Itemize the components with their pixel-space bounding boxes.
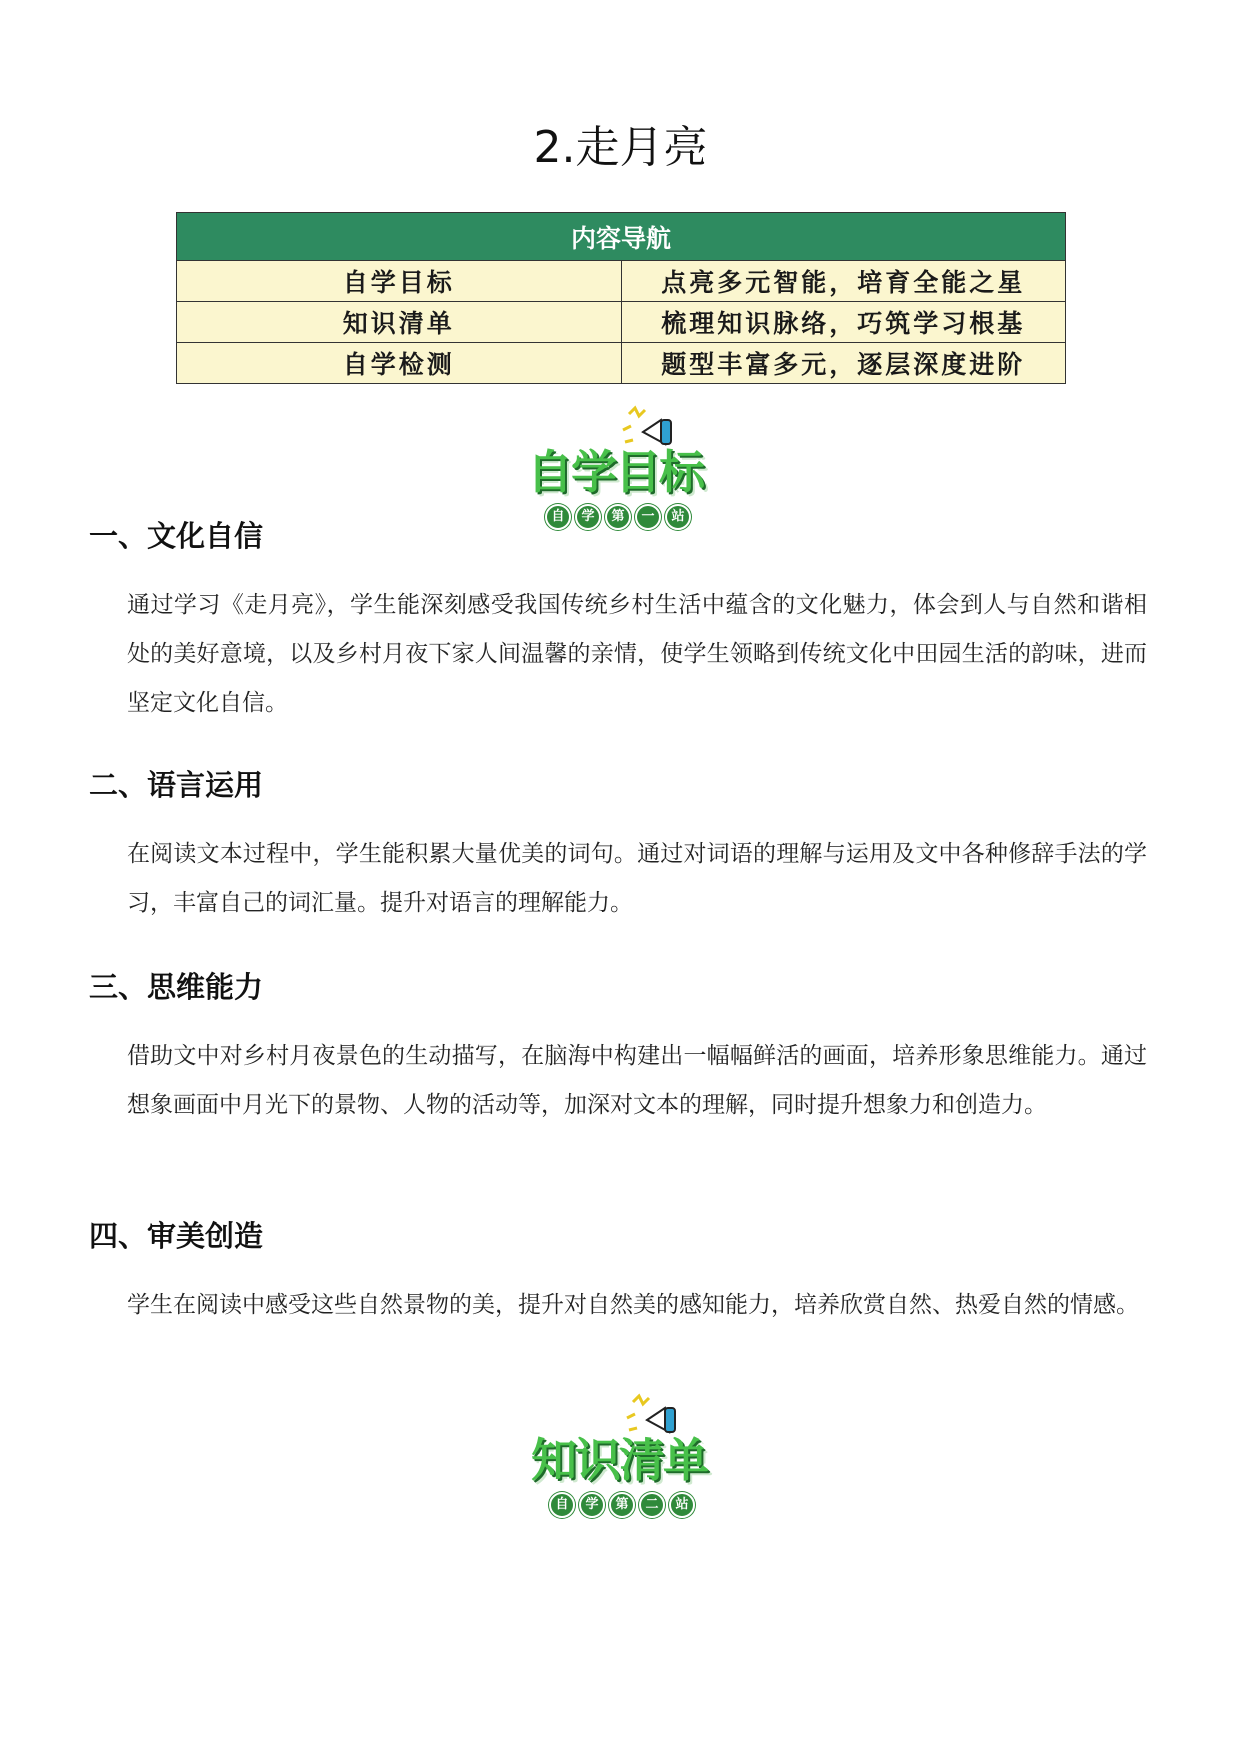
badge-title: 知识清单	[531, 1433, 707, 1487]
badge-sub-char: 自	[545, 504, 571, 530]
section-heading: 二、语言运用	[89, 768, 264, 802]
badge-knowledge-list	[507, 1392, 737, 1527]
section-paragraph: 在阅读文本过程中，学生能积累大量优美的词句。通过对词语的理解与运用及文中各种修辞手法的学习，丰富自己的词汇量。提升对语言的理解能力。	[127, 841, 1147, 916]
nav-header: 内容导航	[177, 213, 1066, 261]
badge-sub-char: 站	[669, 1492, 695, 1518]
table-row	[177, 343, 1066, 384]
nav-row-name: 知识清单	[177, 302, 622, 343]
nav-row-desc: 题型丰富多元，逐层深度进阶	[621, 343, 1066, 384]
nav-row-desc: 点亮多元智能，培育全能之星	[621, 261, 1066, 302]
badge-sub-char: 学	[575, 504, 601, 530]
badge-sub-char: 二	[639, 1492, 665, 1518]
badge-sub-char: 第	[609, 1492, 635, 1518]
nav-row-desc: 梳理知识脉络，巧筑学习根基	[621, 302, 1066, 343]
badge-subtitle	[507, 1492, 737, 1518]
badge-self-study-goals	[503, 404, 733, 539]
section-paragraph: 学生在阅读中感受这些自然景物的美，提升对自然美的感知能力，培养欣赏自然、热爱自然的情感。	[127, 1292, 1139, 1318]
nav-row-name: 自学目标	[177, 261, 622, 302]
content-nav-table	[176, 212, 1066, 384]
badge-subtitle	[503, 504, 733, 530]
section-heading: 三、思维能力	[89, 970, 264, 1004]
nav-row-name: 自学检测	[177, 343, 622, 384]
section-paragraph: 借助文中对乡村月夜景色的生动描写，在脑海中构建出一幅幅鲜活的画面，培养形象思维能力。通过想象画面中月光下的景物、人物的活动等，加深对文本的理解，同时提升想象力和创造力。	[127, 1043, 1147, 1118]
badge-title: 自学目标	[527, 445, 703, 499]
badge-sub-char: 学	[579, 1492, 605, 1518]
table-row	[177, 261, 1066, 302]
section-paragraph: 通过学习《走月亮》，学生能深刻感受我国传统乡村生活中蕴含的文化魅力，体会到人与自然和谐相处的美好意境，以及乡村月夜下家人间温馨的亲情，使学生领略到传统文化中田园生活的韵味，进而坚定文化自信。	[127, 592, 1147, 716]
section-heading: 四、审美创造	[89, 1219, 264, 1253]
badge-sub-char: 自	[549, 1492, 575, 1518]
page-title: 2.走月亮	[533, 122, 708, 173]
badge-sub-char: 站	[665, 504, 691, 530]
badge-sub-char: 一	[635, 504, 661, 530]
table-row	[177, 302, 1066, 343]
section-heading: 一、文化自信	[89, 519, 264, 553]
badge-sub-char: 第	[605, 504, 631, 530]
